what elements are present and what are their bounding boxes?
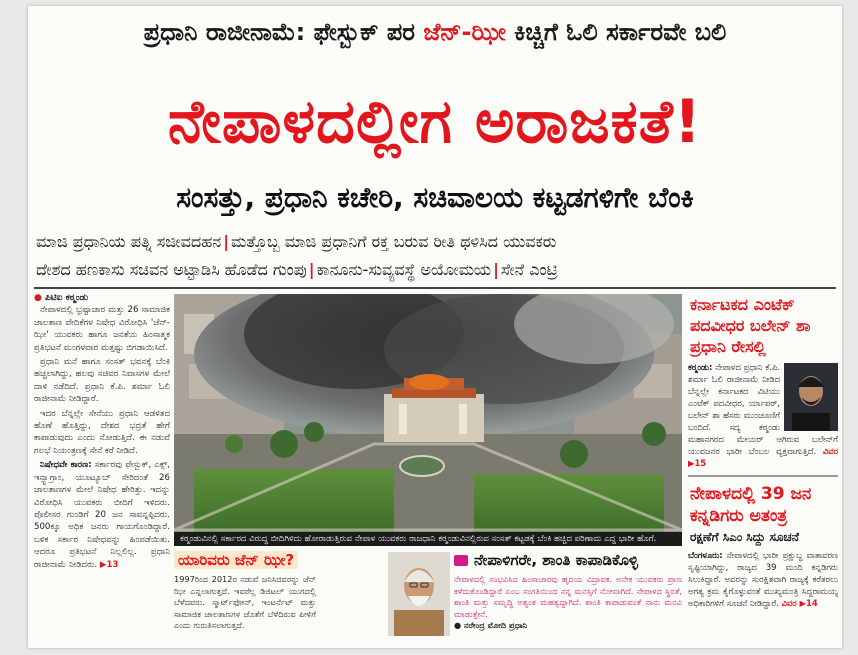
- deck-item: ಸೇನೆ ಎಂಟ್ರಿ: [500, 260, 558, 279]
- story-paragraph: ನೇಪಾಳದಲ್ಲಿ ಭ್ರಷ್ಟಾಚಾರ ಮತ್ತು 26 ಸಾಮಾಜಿಕ ಜಾಲತಾಣ ವೇದಿಕೆಗಳ ನಿಷೇಧ ವಿರೋಧಿಸಿ 'ಜೆನ್-ಝೀ' ಯುವಕರು ಹಾಗೂ ಜನತೆಯ ಹಿಂಸಾತ್ಮಕ ಪ್ರತಿಭಟನೆ ಮಂಗಳವಾರ ಮತ್ತಷ್ಟು ಬಿಗಡಾಯಿಸಿದೆ.: [34, 305, 170, 353]
- deck-separator: |: [223, 232, 230, 251]
- deck-separator: |: [308, 260, 315, 279]
- story-paragraph: ನಿಷೇಧವೇ ಕಾರಣ: ಸರ್ಕಾರವು ಫೇಸ್ಬುಕ್, ಎಕ್ಸ್, ಇನ್ಸ್ಟಾಗ್ರಾಂ, ಯೂಟ್ಯೂಬ್ ಸೇರಿದಂತೆ 26 ಜಾಲತಾಣಗಳ ಮೇಲೆ ನಿಷೇಧ ಹೇರಿತ್ತು. ಇದನ್ನು ವಿರೋಧಿಸಿ ಯುವಕರು ಬೀದಿಗೆ ಇಳಿದರು. ಪೊಲೀಸರ ಗುಂಡಿಗೆ 20 ಜನ ಸಾವನ್ನಪ್ಪಿದರು. 500ಕ್ಕೂ ಅಧಿಕ ಜನರು ಗಾಯಗೊಂಡಿದ್ದಾರೆ. ಬಳಿಕ ಸರ್ಕಾರ ನಿಷೇಧವನ್ನು ಹಿಂಪಡೆಯಿತು. ಆದರೂ ಪ್ರತಿಭಟನೆ ನಿಲ್ಲಲಿಲ್ಲ. ಪ್ರಧಾನಿ ರಾಜೀನಾಮೆ ನೀಡಿದರು. ▶13: [34, 460, 170, 570]
- appeal-headline: ನೇಪಾಳಿಗರೇ, ಶಾಂತಿ ಕಾಪಾಡಿಕೊಳ್ಳಿ: [454, 550, 682, 570]
- gen-z-explainer-box: [174, 550, 416, 642]
- sidebar-story-2: ಬೆಂಗಳೂರು: ನೇಪಾಳದಲ್ಲಿ ಭಾರೀ ಪ್ರಕ್ಷುಬ್ಧ ವಾತಾವರಣ ಸೃಷ್ಟಿಯಾಗಿದ್ದು, ರಾಜ್ಯದ 39 ಮಂದಿ ಕನ್ನಡಿಗರು ಸಿಲುಕಿದ್ದಾರೆ. ಅವರನ್ನು ಸುರಕ್ಷಿತವಾಗಿ ರಾಜ್ಯಕ್ಕೆ ಕರೆತರಲು ಅಗತ್ಯ ಕ್ರಮ ಕೈಗೊಳ್ಳುವಂತೆ ಮುಖ್ಯಮಂತ್ರಿ ಸಿದ್ದರಾಮಯ್ಯ ಅಧಿಕಾರಿಗಳಿಗೆ ಸೂಚನೆ ನೀಡಿದ್ದಾರೆ. ವಿವರ ▶14: [688, 550, 838, 608]
- story-paragraph: ಇದರ ಬೆನ್ನಲ್ಲೇ ಸೇನೆಯು ಪ್ರಧಾನಿ ಆಡಳಿತದ ಹೊಣೆ ಹೊತ್ತಿದ್ದು, ದೇಶದ ಭದ್ರತೆ ಹೇಗೆ ಕಾಪಾಡುವುದು ಎಂದು ನೋಡುತ್ತಿದೆ. ಈ ನಡುವೆ ಗಲಭೆ ನಿಯಂತ್ರಣಕ್ಕೆ ಸೇನೆ ಕರೆ ನೀಡಿದೆ.: [34, 408, 170, 456]
- explainer-body: 1997ರಿಂದ 2012ರ ನಡುವೆ ಜನಿಸಿದವರನ್ನು ಜೆನ್ ಝೀ ಎನ್ನಲಾಗುತ್ತದೆ. ಇವರೆಲ್ಲ ಡಿಜಿಟಲ್ ಯುಗದಲ್ಲಿ ಬೆಳೆದವರು. ಸ್ಮಾರ್ಟ್‌ಫೋನ್, ಇಂಟರ್ನೆಟ್ ಮತ್ತು ಸಾಮಾಜಿಕ ಜಾಲತಾಣಗಳ ಜೊತೆಗೆ ಬೆಳೆದಿರುವ ಪೀಳಿಗೆ ಎಂದು ಗುರುತಿಸಲಾಗುತ್ತದೆ.: [174, 574, 316, 631]
- page-reference[interactable]: ವಿವರ ▶14: [781, 598, 818, 608]
- pm-appeal-box: [454, 550, 682, 642]
- bottom-boxes: [174, 550, 682, 642]
- newspaper-page: [28, 6, 842, 648]
- sidebar-column: [688, 292, 838, 642]
- photo-caption: ಕಠ್ಮಂಡುವಿನಲ್ಲಿ ಸರ್ಕಾರದ ವಿರುದ್ಧ ಬೀದಿಗಿಳಿದು ಹೋರಾಡುತ್ತಿರುವ ನೇಪಾಳ ಯುವಕರು ರಾಜಧಾನಿ ಕಠ್ಮಂಡುವಿನಲ್ಲಿರುವ ಸಂಸತ್ ಕಟ್ಟಡಕ್ಕೆ ಬೆಂಕಿ ಹಚ್ಚಿದ ಪರಿಣಾಮ ಎದ್ದ ಭಾರೀ ಹೊಗೆ.: [174, 532, 682, 546]
- deck-item: ಮಾಜಿ ಪ್ರಧಾನಿಯ ಪತ್ನಿ ಸಜೀವದಹನ: [36, 232, 222, 251]
- deck-item: ಕಾನೂನು-ಸುವ್ಯವಸ್ಥೆ ಅಯೋಮಯ: [316, 260, 492, 279]
- sidebar-headline: ಕರ್ನಾಟಕದ ಎಂಟೆಕ್ ಪದವೀಧರ ಬಲೇನ್ ಶಾ ಪ್ರಧಾನಿ ರೇಸಲ್ಲಿ: [690, 295, 811, 356]
- deck-lines: [36, 228, 834, 284]
- kicker-highlight: ಜೆನ್-ಝೀ: [423, 18, 506, 46]
- sidebar-story: ಕಠ್ಮಂಡು: ನೇಪಾಳದ ಪ್ರಧಾನಿ ಕೆ.ಪಿ. ಶರ್ಮಾ ಓಲಿ ರಾಜೀನಾಮೆ ನೀಡಿದ ಬೆನ್ನಲ್ಲೇ ಕರ್ನಾಟಕದ ವಿಟಿಯು ಎಂಟೆಕ್ ಪದವೀಧರ, ರ್ಯಾಪರ್, ಬಲೇನ್ ಶಾ ಹೆಸರು ಮುಂಚೂಣಿಗೆ ಬಂದಿದೆ. ಸದ್ಯ ಕಠ್ಮಂಡು ಮಹಾನಗರದ ಮೇಯರ್ ಆಗಿರುವ ಬಲೇನ್‌ಗೆ ಯುವಜನರ ಭಾರೀ ಬೆಂಬಲ ವ್ಯಕ್ತವಾಗುತ್ತಿದೆ. ವಿವರ ▶15: [688, 362, 838, 468]
- aerial-smoke-illustration: [174, 294, 682, 532]
- explainer-headline: ಯಾರಿವರು ಜೆನ್ ಝೀ?: [174, 550, 416, 570]
- sidebar-divider: [688, 475, 838, 477]
- section-divider: [34, 287, 836, 289]
- story-paragraph: ಪ್ರಧಾನಿ ಮನೆ ಹಾಗೂ ಸಂಸತ್ ಭವನಕ್ಕೆ ಬೆಂಕಿ ಹಚ್ಚಲಾಗಿದ್ದು, ಹಲವು ಸಚಿವರ ನಿವಾಸಗಳ ಮೇಲೆ ದಾಳಿ ನಡೆದಿದೆ. ಪ್ರಧಾನಿ ಕೆ.ಪಿ. ಶರ್ಮಾ ಓಲಿ ರಾಜೀನಾಮೆ ನೀಡಿದ್ದಾರೆ.: [34, 357, 170, 405]
- prime-minister-photo: [388, 552, 450, 636]
- sub-headline: ಸಂಸತ್ತು, ಪ್ರಧಾನಿ ಕಚೇರಿ, ಸಚಿವಾಲಯ ಕಟ್ಟಡಗಳಿಗೇ ಬೆಂಕಿ: [176, 181, 694, 214]
- byline: ● ಪಿಟಿಐ ಕಠ್ಮಂಡು: [34, 293, 89, 303]
- deck-item: ದೇಶದ ಹಣಕಾಸು ಸಚಿವನ ಅಟ್ಟಾಡಿಸಿ ಹೊಡೆದ ಗುಂಪು: [36, 260, 307, 279]
- balen-shah-photo: [784, 363, 838, 431]
- parliament-fire-photo: [174, 294, 682, 532]
- appeal-body: ನೇಪಾಳದಲ್ಲಿ ಸಂಭವಿಸಿದ ಹಿಂಸಾಚಾರವು ಹೃದಯ ವಿದ್ರಾವಕ. ಅನೇಕ ಯುವಕರು ಪ್ರಾಣ ಕಳೆದುಕೊಂಡಿದ್ದಾರೆ ಎಂಬ ಸಂಗತಿಯಿಂದ ನನ್ನ ಮನಸ್ಸಿಗೆ ನೋವಾಗಿದೆ. ನೇಪಾಳದ ಸ್ಥಿರತೆ, ಶಾಂತಿ ಮತ್ತು ಸಮೃದ್ಧಿ ಅತ್ಯಂತ ಮಹತ್ವದ್ದಾಗಿದೆ. ಶಾಂತಿ ಕಾಪಾಡುವಂತೆ ನಾನು ಮನವಿ ಮಾಡುತ್ತೇನೆ. ● ನರೇಂದ್ರ ಮೋದಿ ಪ್ರಧಾನಿ: [454, 574, 682, 631]
- page-reference[interactable]: ▶13: [99, 559, 119, 570]
- appeal-attribution: ● ನರೇಂದ್ರ ಮೋದಿ ಪ್ರಧಾನಿ: [454, 620, 528, 631]
- lead-story-column: [34, 292, 170, 642]
- speech-bubble-icon: [454, 555, 468, 566]
- main-headline: ನೇಪಾಳದಲ್ಲೀಗ ಅರಾಜಕತೆ!: [167, 87, 703, 157]
- deck-line-2: [36, 256, 834, 284]
- deck-separator: |: [493, 260, 499, 279]
- sidebar-headline-2: ನೇಪಾಳದಲ್ಲಿ 39 ಜನ ಕನ್ನಡಿಗರು ಅತಂತ್ರ: [690, 484, 812, 526]
- deck-line-1: [36, 228, 834, 256]
- sidebar-subhead-2: ರಕ್ಷಣೆಗೆ ಸಿಎಂ ಸಿದ್ದು ಸೂಚನೆ: [690, 530, 799, 544]
- deck-item: ಮತ್ತೊಬ್ಬ ಮಾಜಿ ಪ್ರಧಾನಿಗೆ ರಕ್ತ ಬರುವ ರೀತಿ ಥಳಿಸಿದ ಯುವಕರು: [231, 232, 557, 251]
- kicker-headline: [28, 14, 842, 50]
- page-reference[interactable]: ವಿವರ ▶15: [688, 446, 838, 468]
- kicker-prefix: ಪ್ರಧಾನಿ ರಾಜೀನಾಮೆ: ಫೇಸ್ಬುಕ್ ಪರ: [143, 18, 424, 46]
- kicker-suffix: ಕಿಚ್ಚಿಗೆ ಓಲಿ ಸರ್ಕಾರವೇ ಬಲಿ: [505, 18, 727, 46]
